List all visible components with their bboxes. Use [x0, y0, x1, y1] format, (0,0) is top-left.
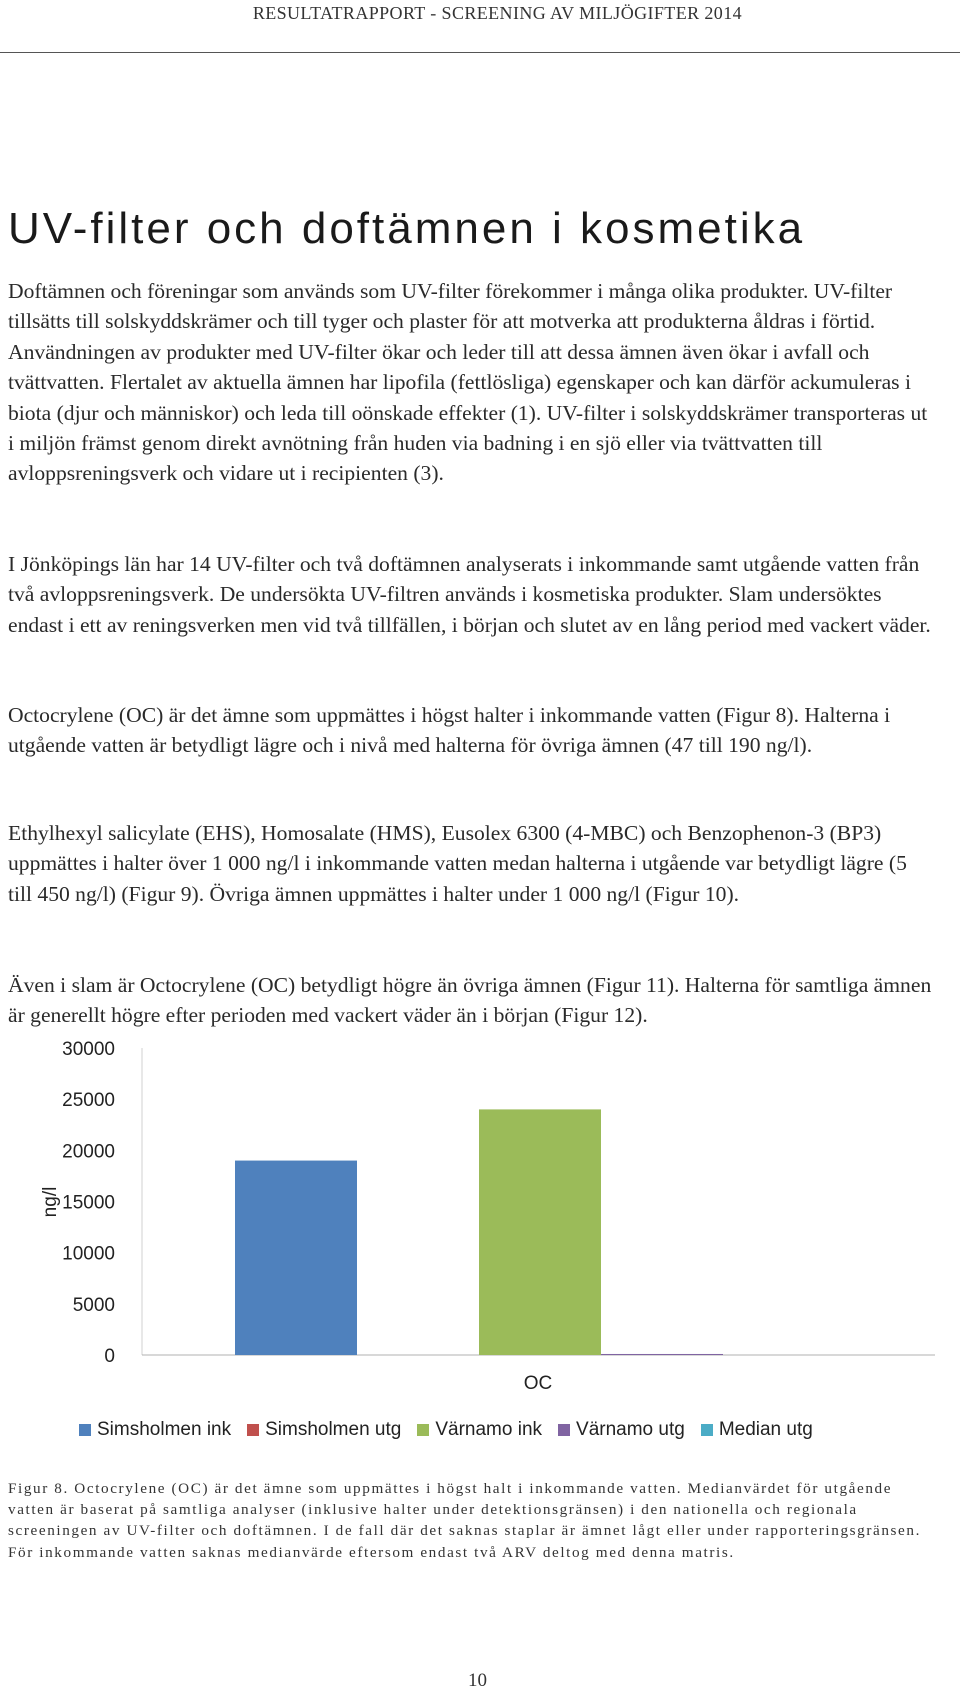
legend-swatch — [79, 1424, 91, 1436]
section-title: UV-filter och doftämnen i kosmetika — [8, 204, 806, 253]
bar-v-rnamo-utg — [601, 1354, 723, 1355]
y-tick-label: 25000 — [62, 1090, 115, 1112]
page-number: 10 — [468, 1670, 487, 1691]
legend-item-simsholmen-utg — [247, 1419, 401, 1441]
bar-group — [235, 1109, 723, 1355]
y-tick-label: 30000 — [62, 1039, 115, 1060]
legend-label: Median utg — [718, 1419, 813, 1440]
figure-caption: Figur 8. Octocrylene (OC) är det ämne som uppmättes i högst halt i inkommande vatten. Medianvärdet för utgående vatten är baserat på samtliga analyser (inklusive halter under detektionsgränsen) i den nationella och regionala screeningen av UV-filter och doftämnen. I de fall där det saknas staplar är ämnet lågt eller under rapporteringsgränsen. För inkommande vatten saknas medianvärde eftersom endast två ARV deltog med denna matris. — [8, 1480, 921, 1561]
y-tick-label: 5000 — [72, 1294, 115, 1316]
legend-item-varnamo-ink — [417, 1419, 542, 1441]
legend-label: Simsholmen utg — [265, 1419, 402, 1440]
legend-label: Värnamo ink — [435, 1419, 543, 1440]
y-tick-label: 0 — [104, 1346, 115, 1367]
y-tick-label: 20000 — [62, 1141, 115, 1163]
legend-swatch — [247, 1424, 259, 1436]
paragraph-sludge: Även i slam är Octocrylene (OC) betydligt högre än övriga ämnen (Figur 11). Halterna för samtliga ämnen är generellt högre efter perioden med vackert väder än i början (Figur 12). — [8, 973, 932, 1028]
legend-label: Simsholmen ink — [97, 1419, 232, 1440]
page-header — [0, 0, 960, 53]
paragraph-other-substances: Ethylhexyl salicylate (EHS), Homosalate (HMS), Eusolex 6300 (4-MBC) och Benzophenon-3 (BP3) uppmättes i halter över 1 000 ng/l i inkommande vatten medan halterna i utgående var betydligt lägre (5 till 450 ng/l) (Figur 9). Övriga ämnen uppmättes i halter under 1 000 ng/l (Figur 10). — [8, 821, 907, 906]
y-tick-label: 10000 — [62, 1243, 115, 1265]
bar-v-rnamo-ink — [479, 1109, 601, 1355]
bar-simsholmen-ink — [235, 1161, 357, 1355]
running-title: RESULTATRAPPORT - SCREENING AV MILJÖGIFTER 2014 — [252, 3, 742, 23]
figure-8-bar-chart — [0, 1030, 960, 1450]
y-tick-labels — [62, 1039, 115, 1367]
paragraph-study-scope: I Jönköpings län har 14 UV-filter och två doftämnen analyserats i inkommande samt utgående vatten från två avloppsreningsverk. De undersökta UV-filtren används i kosmetiska produkter. Slam undersöktes endast i ett av reningsverken men vid två tillfällen, i början och slutet av en lång period med vackert väder. — [8, 552, 931, 637]
legend-item-median-utg — [701, 1419, 813, 1441]
legend-swatch — [701, 1424, 713, 1436]
legend-label: Värnamo utg — [576, 1419, 685, 1440]
legend-item-simsholmen-ink — [79, 1419, 231, 1441]
paragraph-intro: Doftämnen och föreningar som används som UV-filter förekommer i många olika produkter. UV-filter tillsätts till solskyddskrämer och till tyger och plaster för att motverka att produkterna åldras i förtid. Användningen av produkter med UV-filter ökar och leder till att dessa ämnen även ökar i avfall och tvättvatten. Flertalet av aktuella ämnen har lipofila (fettlösliga) egenskaper och kan därför ackumuleras i biota (djur och människor) och leda till oönskade effekter (1). UV-filter i solskyddskrämer transporteras ut i miljön främst genom direkt avnötning från huden via badning i en sjö eller via tvättvatten till avloppsreningsverk och vidare ut i recipienten (3). — [8, 279, 928, 486]
legend-item-varnamo-utg — [558, 1419, 685, 1441]
y-tick-label: 15000 — [62, 1192, 115, 1214]
y-axis-label: ng/l — [40, 1186, 61, 1218]
chart-legend — [79, 1418, 829, 1442]
legend-swatch — [417, 1424, 429, 1436]
legend-swatch — [558, 1424, 570, 1436]
x-category-label: OC — [523, 1373, 553, 1394]
paragraph-octocrylene: Octocrylene (OC) är det ämne som uppmättes i högst halter i inkommande vatten (Figur 8). Halterna i utgående vatten är betydligt lägre och i nivå med halterna för övriga ämnen (47 till 190 ng/l). — [8, 703, 891, 758]
